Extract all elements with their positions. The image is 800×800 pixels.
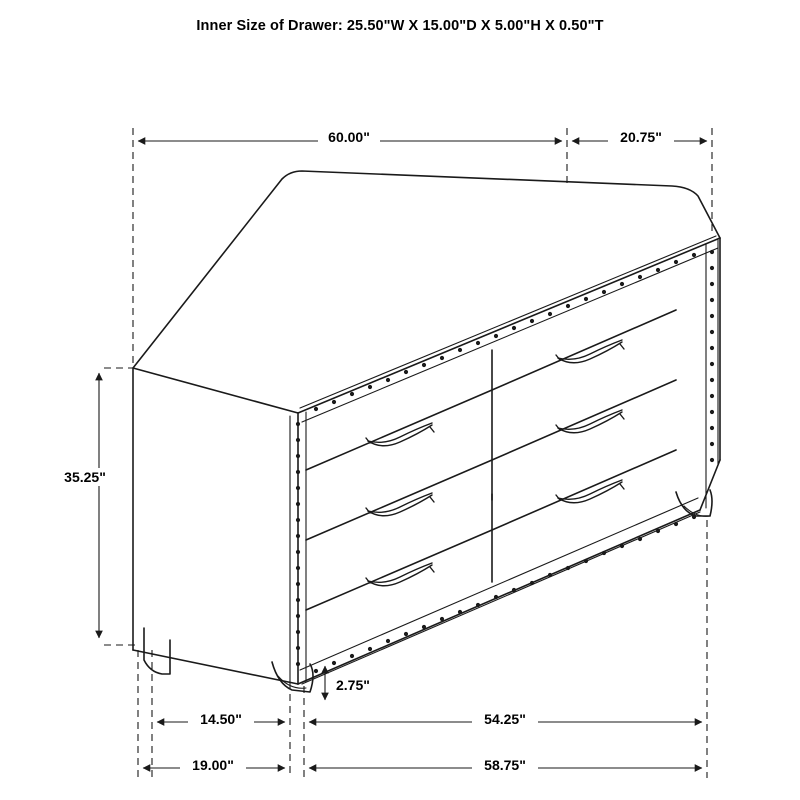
nailhead-dots-right bbox=[710, 250, 714, 462]
leg-left-rear bbox=[144, 628, 170, 674]
nailhead-band-bottom-upper bbox=[300, 498, 698, 670]
drawer-handle-right-middle bbox=[556, 410, 624, 433]
dimension-label-275: 2.75" bbox=[336, 677, 370, 693]
top-surface-back-edge bbox=[133, 171, 720, 368]
drawer-seam-right-3 bbox=[492, 450, 676, 530]
front-bottom-edge bbox=[298, 510, 700, 684]
nailhead-band-top-lower bbox=[302, 248, 718, 422]
front-right-edge bbox=[700, 460, 720, 510]
drawer-seam-right-2 bbox=[492, 380, 676, 460]
drawer-seam-left-2 bbox=[306, 460, 492, 540]
drawer-handle-left-bottom bbox=[366, 563, 434, 586]
top-surface-left-edge bbox=[133, 368, 298, 413]
dresser-illustration bbox=[133, 171, 720, 692]
nailhead-dots-top bbox=[314, 253, 696, 411]
dimension-labels bbox=[54, 128, 674, 774]
dimension-label-5425: 54.25" bbox=[484, 711, 526, 727]
dimension-label-1450: 14.50" bbox=[200, 711, 242, 727]
dimension-label-5875: 58.75" bbox=[484, 757, 526, 773]
drawer-seam-right-1 bbox=[492, 310, 676, 390]
drawer-handle-right-top bbox=[556, 340, 624, 363]
dimension-annotations bbox=[99, 128, 712, 778]
dimension-label-2075: 20.75" bbox=[620, 129, 662, 145]
dimension-label-3525: 35.25" bbox=[64, 469, 106, 485]
dimension-label-1900: 19.00" bbox=[192, 757, 234, 773]
drawer-handle-left-middle bbox=[366, 493, 434, 516]
drawer-seam-left-3 bbox=[306, 530, 492, 610]
top-surface-front-edge bbox=[298, 238, 720, 413]
drawer-handle-left-top bbox=[366, 423, 434, 446]
drawer-handle-right-bottom bbox=[556, 480, 624, 503]
page-title: Inner Size of Drawer: 25.50"W X 15.00"D X 5.00"H X 0.50"T bbox=[196, 18, 604, 34]
dimension-label-60: 60.00" bbox=[328, 129, 370, 145]
